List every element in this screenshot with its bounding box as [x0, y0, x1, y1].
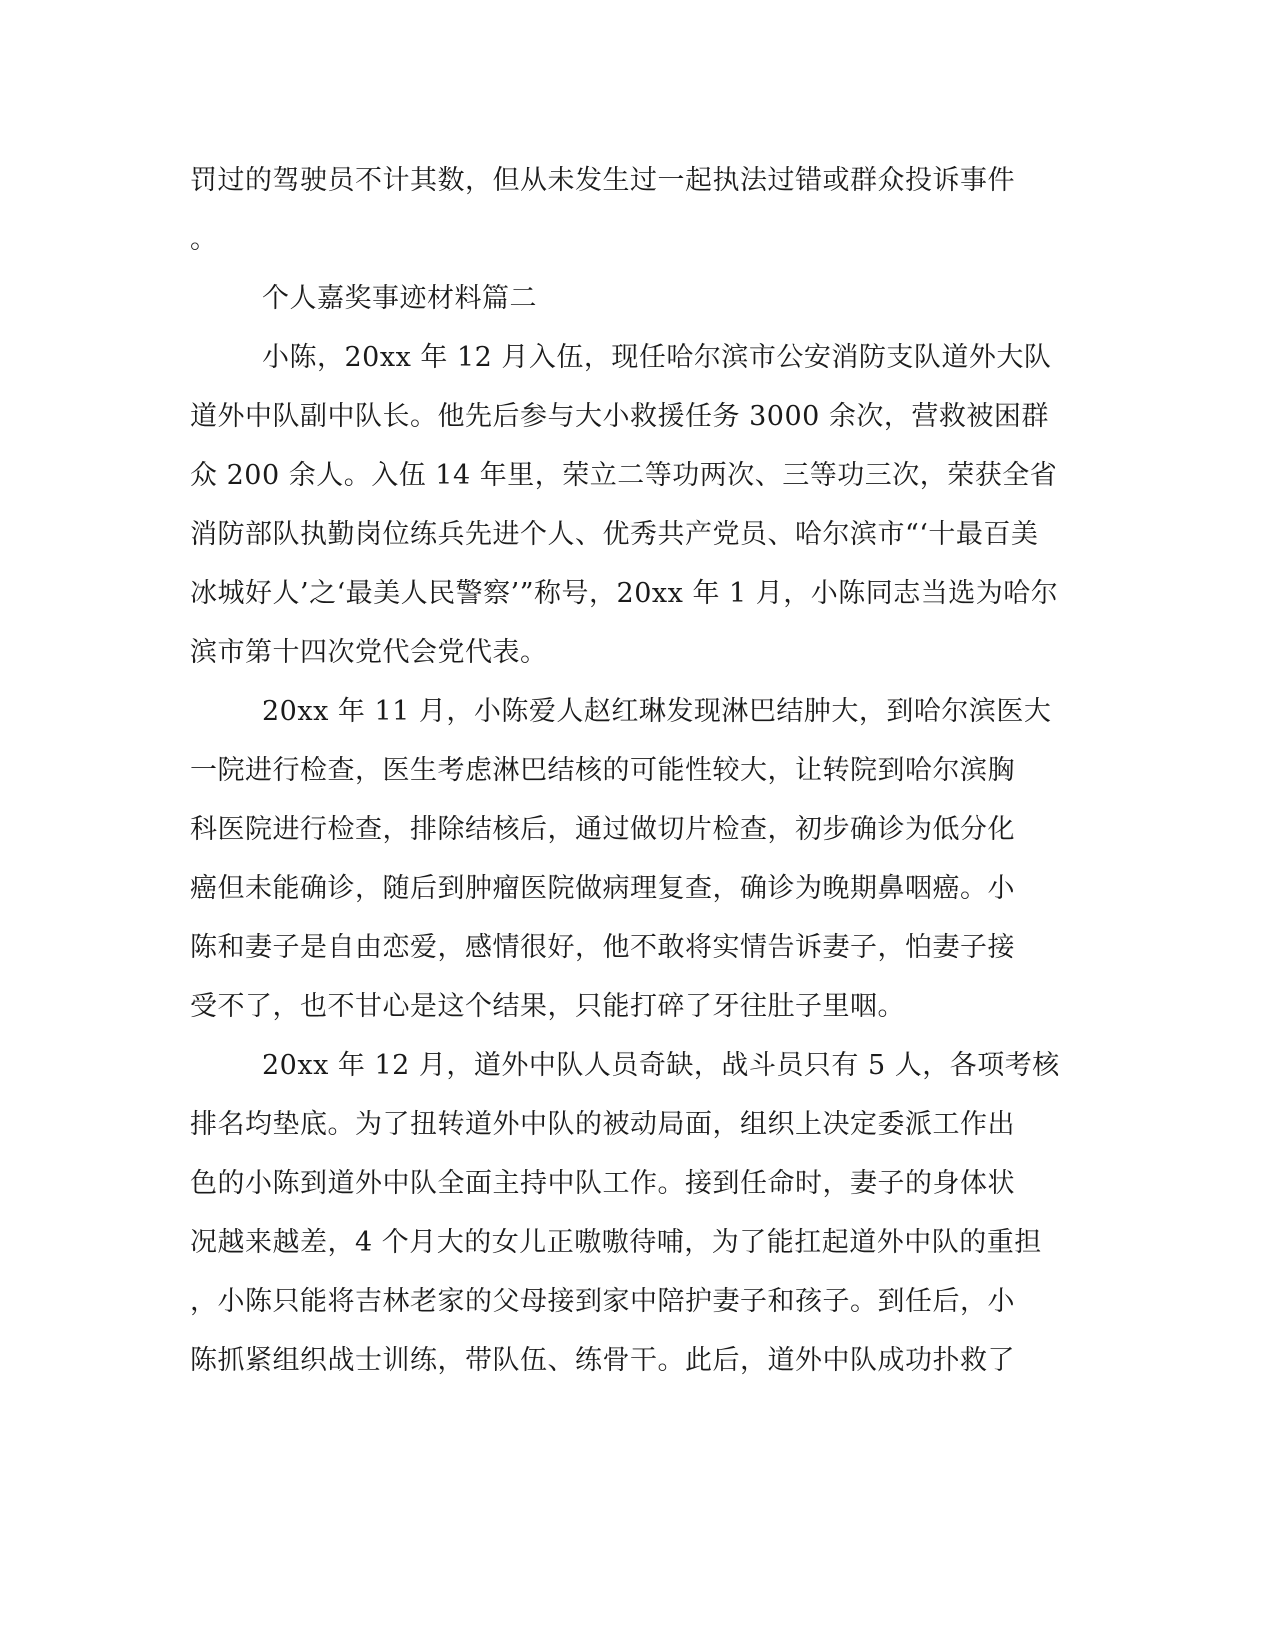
text-line: 道外中队副中队长。他先后参与大小救援任务 3000 余次，营救被困群	[190, 401, 1049, 432]
text-line: 罚过的驾驶员不计其数，但从未发生过一起执法过错或群众投诉事件	[190, 165, 1015, 196]
text-line: 冰城好人’之‘最美人民警察’”称号，20xx 年 1 月，小陈同志当选为哈尔	[190, 578, 1059, 609]
text-line: 陈和妻子是自由恋爱，感情很好，他不敢将实情告诉妻子，怕妻子接	[190, 932, 1015, 963]
text-line: 滨市第十四次党代会党代表。	[190, 637, 548, 668]
section-heading: 个人嘉奖事迹材料篇二	[262, 283, 537, 314]
text-line: 20xx 年 11 月，小陈爱人赵红琳发现淋巴结肿大，到哈尔滨医大	[262, 696, 1052, 727]
text-line: ，小陈只能将吉林老家的父母接到家中陪护妻子和孩子。到任后，小	[190, 1286, 1015, 1317]
text-line: 癌但未能确诊，随后到肿瘤医院做病理复查，确诊为晚期鼻咽癌。小	[190, 873, 1015, 904]
text-line: 况越来越差，4 个月大的女儿正嗷嗷待哺，为了能扛起道外中队的重担	[190, 1227, 1042, 1258]
text-line: 20xx 年 12 月，道外中队人员奇缺，战斗员只有 5 人，各项考核	[262, 1050, 1060, 1081]
text-line: 色的小陈到道外中队全面主持中队工作。接到任命时，妻子的身体状	[190, 1168, 1015, 1199]
text-line: 科医院进行检查，排除结核后，通过做切片检查，初步确诊为低分化	[190, 814, 1015, 845]
text-line: 陈抓紧组织战士训练，带队伍、练骨干。此后，道外中队成功扑救了	[190, 1345, 1015, 1376]
text-line: 排名均垫底。为了扭转道外中队的被动局面，组织上决定委派工作出	[190, 1109, 1015, 1140]
text-line: 一院进行检查，医生考虑淋巴结核的可能性较大，让转院到哈尔滨胸	[190, 755, 1015, 786]
text-line: 众 200 余人。入伍 14 年里，荣立二等功两次、三等功三次，荣获全省	[190, 460, 1058, 491]
text-line: 小陈，20xx 年 12 月入伍，现任哈尔滨市公安消防支队道外大队	[262, 342, 1052, 373]
text-line: 受不了，也不甘心是这个结果，只能打碎了牙往肚子里咽。	[190, 991, 905, 1022]
text-line: 。	[190, 224, 218, 255]
text-line: 消防部队执勤岗位练兵先进个人、优秀共产党员、哈尔滨市“‘十最百美	[190, 519, 1039, 550]
